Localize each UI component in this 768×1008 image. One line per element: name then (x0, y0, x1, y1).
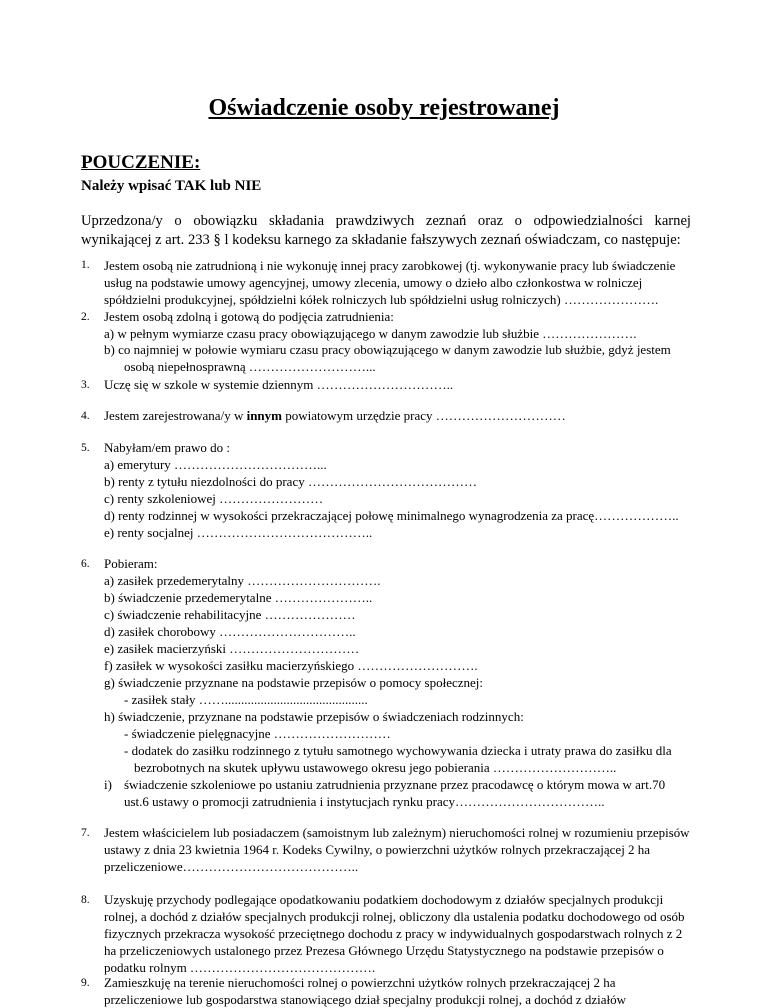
item-8-line: Uzyskuję przychody podlegające opodatkowaniu podatkiem dochodowym z działów specjalnych produkcji (104, 892, 664, 907)
item-1-line: usług na podstawie umowy agencyjnej, umowy zlecenia, umowy o dzieło albo członkostwa w rolniczej (104, 275, 643, 290)
item-6-suboption: - dodatek do zasiłku rodzinnego z tytułu samotnego wychowywania dziecka i utraty prawa do zasiłku dla (124, 743, 672, 758)
item-6-option: d) zasiłek chorobowy ………………………….. (104, 624, 356, 639)
item-6-option: ust.6 ustawy o promocji zatrudnienia i instytucjach rynku pracy…………………………….. (124, 794, 605, 809)
document-title: Oświadczenie osoby rejestrowanej (208, 95, 560, 121)
item-3-number: 3. (81, 379, 90, 391)
item-8-line: podatku rolnym ……………………………………. (104, 960, 376, 975)
item-6-heading: Pobieram: (104, 556, 158, 571)
item-7-line: Jestem właścicielem lub posiadaczem (samoistnym lub zależnym) nieruchomości rolnej w rozumieniu przepisów (104, 825, 690, 840)
item-5-option: d) renty rodzinnej w wysokości przekraczającej połowę minimalnego wynagrodzenia za pracę……………….. (104, 508, 679, 523)
pouczenie-underline-tail (200, 152, 240, 174)
item-7-number: 7. (81, 827, 90, 839)
item-1-number: 1. (81, 259, 90, 271)
item-6-option: c) świadczenie rehabilitacyjne ………………… (104, 607, 356, 622)
pouczenie-text: POUCZENIE: (81, 152, 201, 173)
item-6-option: h) świadczenie, przyznane na podstawie przepisów o świadczeniach rodzinnych: (104, 709, 524, 724)
item-2-option: b) co najmniej w połowie wymiaru czasu pracy obowiązującego w danym zawodzie lub służbie, gdyż jestem (104, 342, 671, 357)
item-5-option: a) emerytury ……………………………... (104, 457, 327, 472)
item-9-number: 9. (81, 977, 90, 989)
item-5-heading: Nabyłam/em prawo do : (104, 440, 230, 455)
item-8-line: rolnej, a dochód z działów specjalnych produkcji rolnej, obliczony dla ustalenia podatku dochodowego od osób (104, 909, 685, 924)
item-2-option: osobą niepełnosprawną ………………………... (124, 359, 376, 374)
item-6-suboption: - zasiłek stały ……............................................ (124, 692, 368, 707)
item-6-option: f) zasiłek w wysokości zasiłku macierzyńskiego ………………………. (104, 658, 478, 673)
item-6-option: g) świadczenie przyznane na podstawie przepisów o pomocy społecznej: (104, 675, 484, 690)
item-6-option: świadczenie szkoleniowe po ustaniu zatrudnienia przyznane przez pracodawcę o którym mowa w art.70 (124, 777, 666, 792)
item-2-number: 2. (81, 311, 90, 323)
pouczenie-heading (81, 152, 240, 174)
item-9-line: Zamieszkuję na terenie nieruchomości rolnej o powierzchni użytków rolnych przekraczającej 2 ha (104, 975, 616, 990)
intro-paragraph: Uprzedzona/y o obowiązku składania prawdziwych zeznań oraz o odpowiedzialności karnej wynikającej z art. 233 § l kodeksu karnego za składanie fałszywych zeznań oświadczam, co następuje: (81, 213, 691, 248)
item-9-line: przeliczeniowe lub gospodarstwa stanowiącego dział specjalny produkcji rolnej, a dochód z działów (104, 992, 626, 1007)
item-3-line: Uczę się w szkole w systemie dziennym ………………………….. (104, 377, 454, 392)
item-6-option: a) zasiłek przedemerytalny …………………………. (104, 573, 381, 588)
item-5-option: b) renty z tytułu niezdolności do pracy ………………………………… (104, 474, 477, 489)
item-6-option: b) świadczenie przedemerytalne ………………….. (104, 590, 373, 605)
item-2-option: a) w pełnym wymiarze czasu pracy obowiązującego w danym zawodzie lub służbie …………………. (104, 326, 637, 341)
item-2-line: Jestem osobą zdolną i gotową do podjęcia zatrudnienia: (104, 309, 394, 324)
item-8-line: ha przeliczeniowych ustalonego przez Prezesa Głównego Urzędu Statystycznego na podstawie przepisów o (104, 943, 664, 958)
item-5-number: 5. (81, 442, 90, 454)
item-4-emphasis: innym (246, 408, 282, 423)
item-5-option: e) renty socjalnej ………………………………….. (104, 525, 373, 540)
item-6-number: 6. (81, 558, 90, 570)
instruction-subheading: Należy wpisać TAK lub NIE (81, 178, 262, 194)
item-6-suboption: - świadczenie pielęgnacyjne ……………………… (124, 726, 391, 741)
item-1-line: spółdzielni produkcyjnej, spółdzielni kółek rolniczych lub spółdzielni usług rolniczych) …………………. (104, 292, 659, 307)
item-7-line: przeliczeniowe………………………………….. (104, 859, 359, 874)
item-5-option: c) renty szkoleniowej …………………… (104, 491, 324, 506)
item-4-line: Jestem zarejestrowana/y w innym powiatowym urzędzie pracy ………………………… (104, 408, 566, 423)
item-4-number: 4. (81, 410, 90, 422)
item-6-option: e) zasiłek macierzyński ………………………… (104, 641, 360, 656)
item-6-suboption: bezrobotnych na skutek upływu ustawowego okresu jego pobierania ……………………….. (134, 760, 617, 775)
item-8-line: fizycznych przekracza wysokość przeciętnego dochodu z pracy w indywidualnych gospodarstwach rolnych z 2 (104, 926, 683, 941)
item-8-number: 8. (81, 894, 90, 906)
item-1-line: Jestem osobą nie zatrudnioną i nie wykonuję innej pracy zarobkowej (tj. wykonywanie pracy lub świadczenie (104, 258, 676, 273)
item-6-option-label: i) (104, 777, 112, 792)
item-7-line: ustawy z dnia 23 kwietnia 1964 r. Kodeks Cywilny, o powierzchni użytków rolnych przekraczającej 2 ha (104, 842, 651, 857)
